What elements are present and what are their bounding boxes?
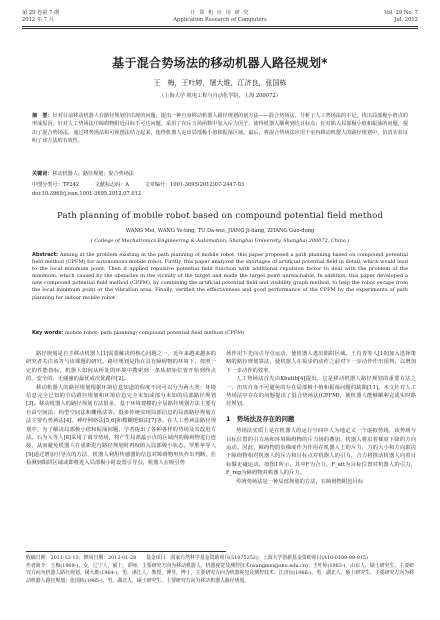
section-heading: 1 势场法及存在的问题 bbox=[226, 414, 295, 423]
volume-issue-en: Vol. 29 No. 7 bbox=[384, 10, 418, 16]
keywords-en-text: mobile robot; path planning; compound potential field method (CPFM) bbox=[64, 330, 245, 336]
paper-title-cn: 基于混合势场法的移动机器人路径规划* bbox=[112, 56, 328, 70]
header-rule-thin bbox=[22, 28, 418, 29]
volume-issue: 第 29 卷第 7 期 bbox=[22, 10, 60, 16]
keywords-cn-text: 移动机器人；路径规划；混合势场法 bbox=[52, 171, 134, 177]
keywords-en bbox=[32, 330, 408, 336]
header-rule bbox=[22, 26, 418, 27]
body-paragraph: 人工势场法首先由Khatib[4]提出，它是移动机器人路径规划的重要方法之一，但其自身不可避免的存在局部极小值和振荡问题的缺陷[11]。本文针对人工势场法中存在的问题提出了混合势场法(CPFM)，使机器人能够顺利完成实时路径规划。 bbox=[226, 376, 416, 408]
abstract-cn-label: 摘 要： bbox=[32, 113, 53, 119]
document-code: 文献标志码：A bbox=[94, 182, 129, 188]
body-paragraph: 路径规划是自主移动机器人[1]需要解决的核心问题之一，近年来越来越多的研究者关注该等与该课题的研究。路径规划是指在具有障碍物的环境下，按照一定的性能指标，机器人如何从所处的环境中搜索到一条从初始位置开始到终点的、安全的、无碰撞的最优或次优路径[2]。 bbox=[26, 351, 216, 383]
journal-name-cn: 计 算 机 应 用 研 究 bbox=[190, 10, 250, 16]
article-number: 文章编号：1001-3695(2012)07-2447-03 bbox=[144, 182, 245, 188]
abstract-en-label: Abstract: bbox=[32, 252, 59, 258]
abstract-en-text: Aiming at the problem existing in the path planning of mobile robot, this paper proposed a path planning based on compound potential field method (CPFM) for autonomous mobile robot. Firstly, this paper analyzed the shortages of artificial potential field in detail, which would lead to the local minimum point. Then it applied repulsive potential field function with additional repulsion factor to deal with the problem of the minimum, which caused by the obstacles in the vicinity of the target and made the target point unreachable. In addition, this paper developed a new compound potential field method (CPFM), by combining the artificial potential field and visibility graph method, to help the robot escape from the local minimum point or the vibration area. Finally, verified the effectiveness and good performance of the CPFM by the experiments of path planning for indoor mobile robot. bbox=[32, 252, 408, 301]
keywords-cn-label: 关键词： bbox=[32, 171, 53, 177]
abstract-cn bbox=[32, 112, 408, 146]
keywords-cn bbox=[32, 170, 408, 177]
footnote-rule bbox=[26, 551, 226, 552]
clc-number: 中图分类号：TP242 bbox=[32, 182, 80, 188]
body-paragraph: 势场法实质上是在机器人的运行空间中人为地定义一个虚拟势场，该势场与目标位置的引力场和环境障碍物的斥力场的叠加，机器人将沿着梯度下降的方向运动。因此，障碍物的负梯度作为作用在机器人上的斥力，力的大小和方向取决于障碍物相对机器人的斥力和目标点对机器人的引力，合力将推动机器人向着目标做无碰运动。如图1所示，其中F为合力，F_att为目标位置对机器人的引力，F_rep为障碍物对机器人的斥力。 bbox=[226, 428, 416, 477]
issue-date-cn: 2012 年 7 月 bbox=[22, 17, 54, 23]
footnotes bbox=[26, 555, 414, 585]
keywords-en-label: Key words: bbox=[32, 330, 64, 336]
affiliation-cn: （上海大学 机电工程与自动化学院，上海 200072） bbox=[159, 93, 281, 99]
abstract-cn-text: 针对目前移动机器人在路径规划中出现的问题，提出一种自身移动机器人路径规划的新方法——混合势场法。分析了人工势场法的不足，找出局部极小值点的形成原因；针对人工势场法中障碍物附近目标不可达问题，采用了在斥力场函数中加入斥力因子，使得机器人顺利到达目标点；针对陷入局部极小值和振荡的问题，提出了混合势场法，通过将势场法和可视图法结合起来，使得机器人走出局部极小值和振荡区域。最后，将混合势场法应用于室内移动机器人的路径规划中，仿真实验证明了该方法的有效性。 bbox=[32, 113, 408, 145]
footnote-received: 收稿日期：2011-12-13；修回日期：2012-01-28 基金项目：国家自然科学基金资助项目(51075252)；上海大学创新基金资助项目(A10-0109-09-015) bbox=[26, 555, 368, 561]
abstract-en bbox=[32, 252, 408, 302]
body-column-left bbox=[26, 350, 216, 468]
classification-line bbox=[32, 181, 408, 188]
body-paragraph: 传统势场法是一种局部规划的方法，在障碍物附近目标 bbox=[236, 478, 364, 485]
body-paragraph: 移动机器人的路径规划根据环境信息知道的程度不同可以分为两大类：环境信息完全已知的全局路径规划和环境信息完全未知或部分未知的局部路径规划[3]。移动机器人的路径规划方法很多，基于环境建模的全局路径规划方法主要有自由空间法、构型空间法和栅格法等。很多传统实现局部信息的局部路径规划方法主要有势场法[4]、神经网络法[5,6]和模糊逻辑法[7]等。在人工势场法路径规划中，为了解决局部极小值和振荡问题，学者提出了各种各样的势场及其改进方法。石为人等人[8]采用了调节势场，将产生局部最小点的区域内的障碍物进行连接，从而避免机器人在重新进行路径规划时再度陷入局部极小状态。罗胜华等人[9]通过增加引导点的方法，机器人利用传感器的信息对障碍物形状作出判断，在检测到陷阱区域或即将进入局部极小时设置引导点，机器人在吸引势 bbox=[26, 384, 216, 467]
body-column-right bbox=[226, 350, 416, 486]
body-paragraph: 场作用下先向引导点运动，使机器人逃出陷阱区域。王肖青等人[10]加入选择策略的路径规划算法，使机器人在每步的动作之前对下一步动作作出预判，以增加下一步动作的效率。 bbox=[226, 351, 416, 374]
journal-name-en: Application Research of Computers bbox=[173, 17, 267, 23]
doi: doi:10.3969/j.issn.1001-3695.2012.07.012 bbox=[32, 191, 142, 197]
issue-date-en: Jul. 2012 bbox=[394, 17, 418, 23]
paper-title-en: Path planning of mobile robot based on compound potential field method bbox=[57, 211, 383, 221]
affiliation-en: ( College of Mechatronics Engineering & Automation, Shanghai University, Shanghai 200072, China ) bbox=[90, 238, 350, 244]
authors-en: WANG Mei, WANG Ye-ting, TU Da-wei, JIANG Ji-liang, ZHANG Guo-dong bbox=[125, 228, 315, 234]
footnote-author: 作者简介：王梅(1969-)，女，辽宁人，硕士，讲师，主要研究方向为移动机器人、机器视觉及测控技术(wangmei@shu.edu.cn)；王叶婷(1983-)，山东人，硕士研究生，主要研究方向为机器人路径规划；屠大维(1964-)，男，浙江人，教授，博导，博士，主要研究方向为机器视觉及测控技术；江济良(1986-)，男，湖北人，硕士研究生，主要研究方向为移动机器人路径规划；张国栋(1985-)，男，湖北人，硕士研究生，主要研究方向为移动机器人路径规划。 bbox=[26, 562, 414, 584]
authors-cn: 王 梅，王叶婷，屠大维，江济良，张国栋 bbox=[153, 79, 287, 87]
